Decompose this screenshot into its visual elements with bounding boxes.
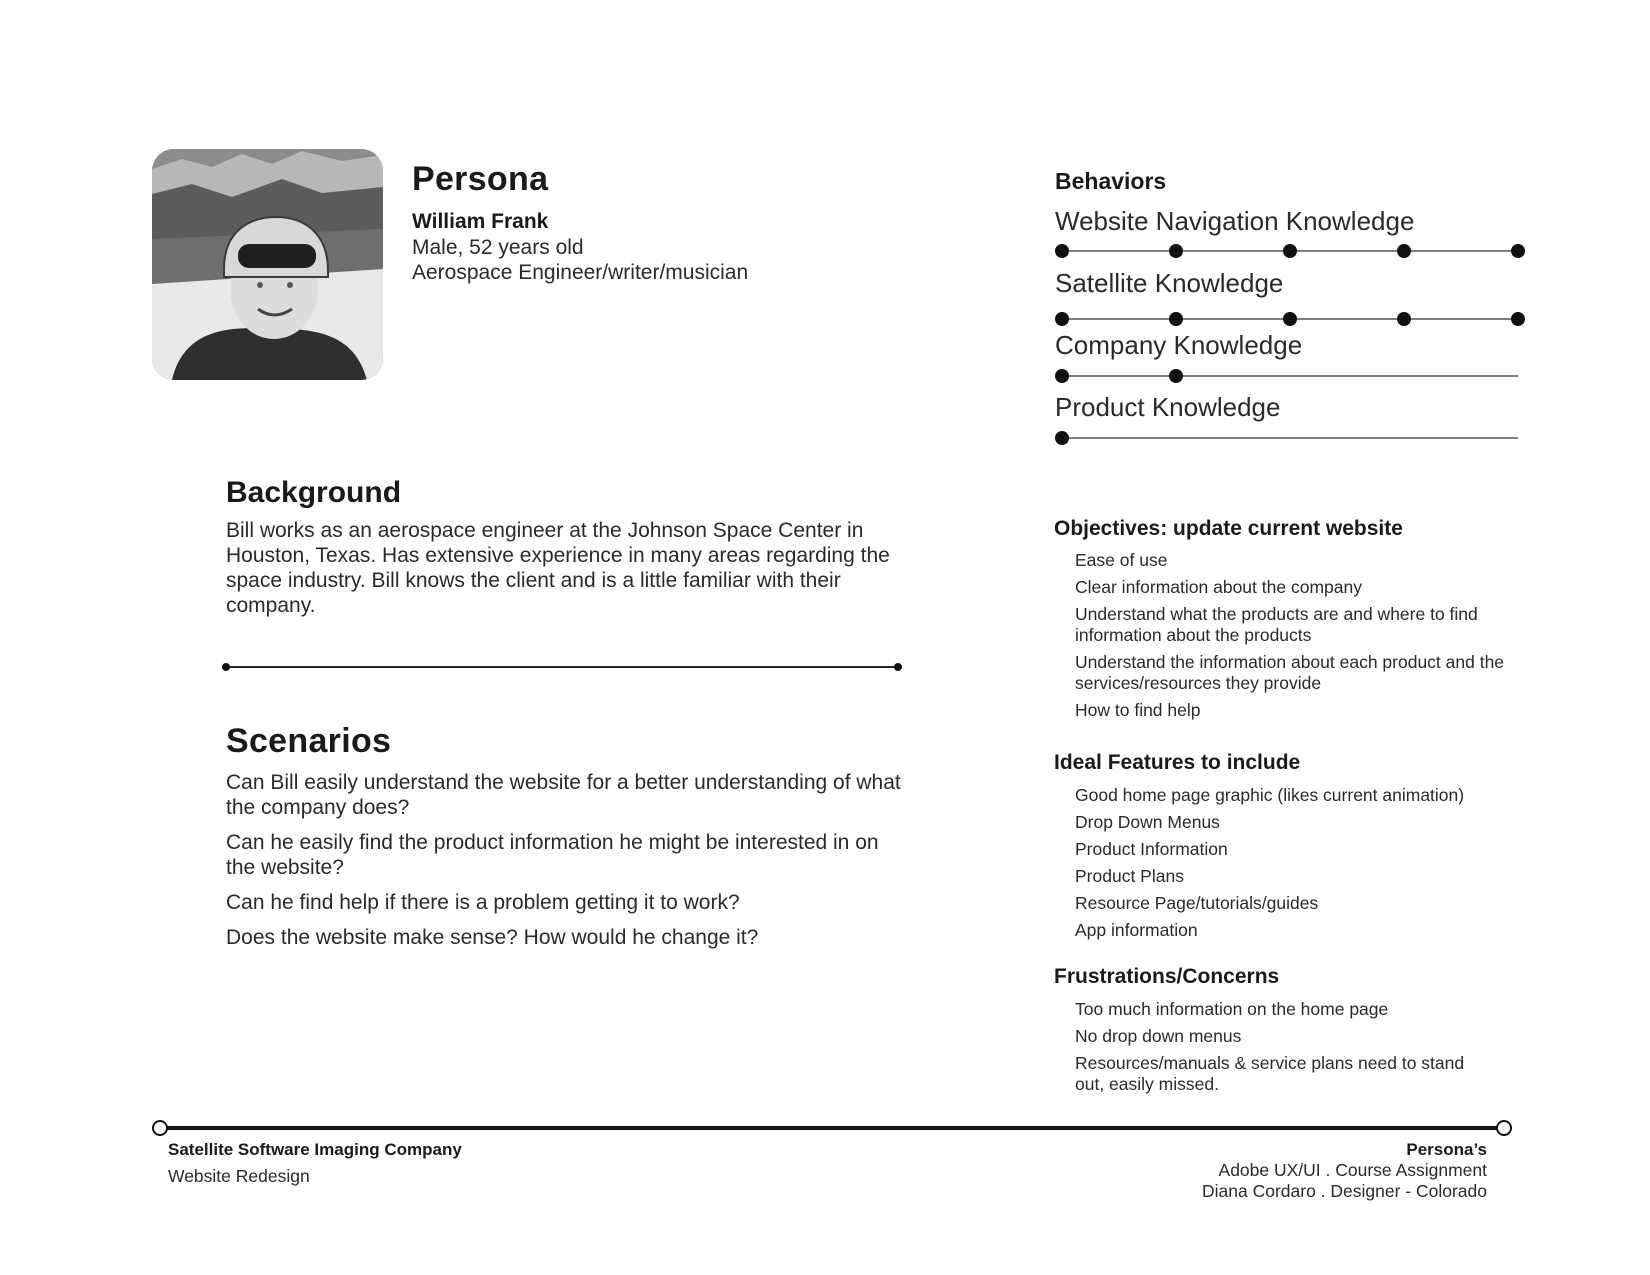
behavior-scale <box>1055 243 1525 257</box>
behavior-level-dot <box>1397 312 1411 326</box>
objectives-heading: Objectives: update current website <box>1054 517 1403 540</box>
behavior-level-dot <box>1055 312 1069 326</box>
objective-item: Clear information about the company <box>1075 577 1362 597</box>
behavior-level-dot <box>1055 244 1069 258</box>
behavior-level-dot <box>1511 312 1525 326</box>
persona-occupation: Aerospace Engineer/writer/musician <box>412 261 749 284</box>
persona-demographics: Male, 52 years old <box>412 236 584 259</box>
behavior-level-dot <box>1283 244 1297 258</box>
feature-item: Good home page graphic (likes current animation) <box>1075 785 1465 805</box>
divider-end-dot <box>222 663 230 671</box>
persona-name: William Frank <box>412 210 549 233</box>
behavior-label: Satellite Knowledge <box>1055 268 1284 298</box>
frustrations-heading: Frustrations/Concerns <box>1054 965 1280 988</box>
features-list <box>1075 785 1505 947</box>
footer-designer: Diana Cordaro . Designer - Colorado <box>1202 1181 1487 1201</box>
objective-item: Understand the information about each product and the services/resources they provide <box>1075 652 1505 693</box>
scenario-item: Can Bill easily understand the website for a better understanding of what the company does? <box>226 771 901 819</box>
behavior-scale <box>1055 430 1525 444</box>
footer-company: Satellite Software Imaging Company <box>168 1140 462 1159</box>
footer-rule-end-circle <box>1496 1120 1512 1136</box>
behaviors-panel <box>1055 206 1535 446</box>
behavior-scale-graphic <box>1055 243 1525 259</box>
scenario-item: Can he find help if there is a problem getting it to work? <box>226 891 740 914</box>
behavior-label: Product Knowledge <box>1055 392 1281 422</box>
scenario-item: Can he easily find the product information he might be interested in on the website? <box>226 831 879 879</box>
behavior-level-dot <box>1055 431 1069 445</box>
objective-item: Understand what the products are and where to find information about the products <box>1075 604 1478 645</box>
divider-end-dot <box>894 663 902 671</box>
footer-course: Adobe UX/UI . Course Assignment <box>1218 1160 1487 1180</box>
section-divider <box>222 662 902 672</box>
scenarios-list <box>226 770 906 960</box>
footer-rule-end-circle <box>152 1120 168 1136</box>
persona-photo <box>152 149 383 380</box>
footer-doc-title: Persona’s <box>1406 1140 1487 1159</box>
divider-line <box>226 666 896 668</box>
footer-project: Website Redesign <box>168 1166 310 1186</box>
behavior-level-dot <box>1169 369 1183 383</box>
behavior-scale-graphic <box>1055 368 1525 384</box>
objective-item: How to find help <box>1075 700 1201 720</box>
behavior-level-dot <box>1169 312 1183 326</box>
behaviors-heading: Behaviors <box>1055 168 1167 194</box>
behavior-level-dot <box>1169 244 1183 258</box>
frustration-item: No drop down menus <box>1075 1026 1242 1046</box>
frustration-item: Resources/manuals & service plans need to stand out, easily missed. <box>1075 1053 1465 1094</box>
background-heading: Background <box>226 476 402 509</box>
features-heading: Ideal Features to include <box>1054 751 1301 774</box>
page-title: Persona <box>412 160 549 198</box>
background-text: Bill works as an aerospace engineer at the Johnson Space Center in Houston, Texas. Has extensive experience in many areas regarding the space industry. Bill knows the client and is a little familiar with their company. <box>226 519 890 617</box>
feature-item: Product Plans <box>1075 866 1184 886</box>
behavior-level-dot <box>1055 369 1069 383</box>
behavior-scale <box>1055 311 1525 325</box>
scenarios-heading: Scenarios <box>226 722 392 760</box>
frustrations-list <box>1075 999 1495 1101</box>
scenario-item: Does the website make sense? How would he change it? <box>226 926 759 949</box>
objective-item: Ease of use <box>1075 550 1168 570</box>
behavior-scale-graphic <box>1055 430 1525 446</box>
behavior-label: Website Navigation Knowledge <box>1055 206 1415 236</box>
footer-rule-line <box>160 1126 1504 1130</box>
feature-item: App information <box>1075 920 1198 940</box>
behavior-scale-graphic <box>1055 311 1525 327</box>
footer-rule <box>152 1120 1512 1136</box>
objectives-list <box>1075 550 1505 727</box>
behavior-level-dot <box>1397 244 1411 258</box>
feature-item: Resource Page/tutorials/guides <box>1075 893 1319 913</box>
feature-item: Product Information <box>1075 839 1228 859</box>
feature-item: Drop Down Menus <box>1075 812 1220 832</box>
behavior-level-dot <box>1511 244 1525 258</box>
behavior-scale <box>1055 368 1525 382</box>
behavior-level-dot <box>1283 312 1297 326</box>
behavior-label: Company Knowledge <box>1055 330 1303 360</box>
frustration-item: Too much information on the home page <box>1075 999 1389 1019</box>
persona-photo-illustration <box>152 149 383 380</box>
